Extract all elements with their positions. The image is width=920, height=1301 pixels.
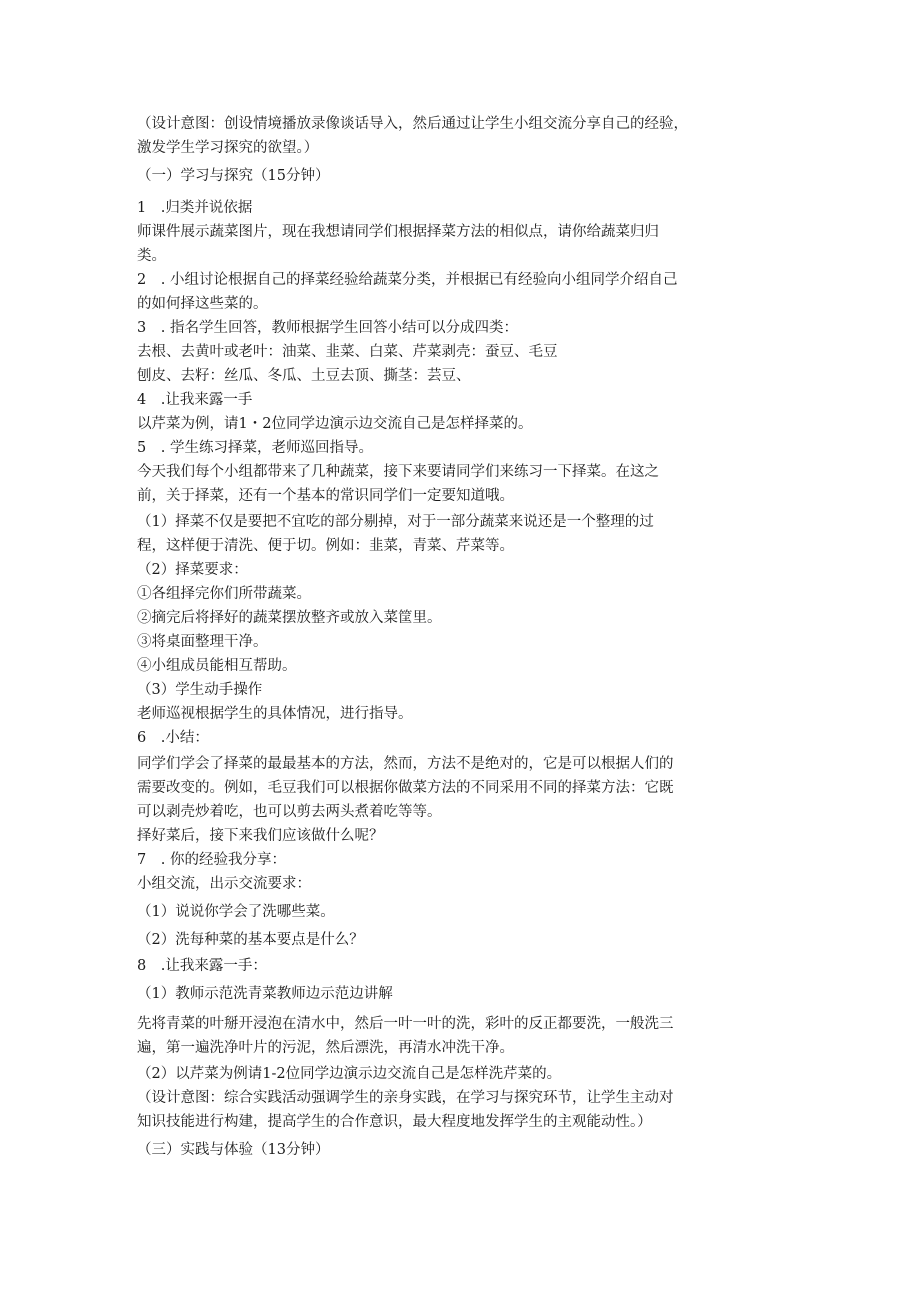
text-line: 前，关于择菜，还有一个基本的常识同学们一定要知道哦。 [137, 488, 514, 504]
list-item: 1 .归类并说依据 [137, 200, 253, 216]
text-line: 需要改变的。例如，毛豆我们可以根据你做菜方法的不同采用不同的择菜方法：它既 [137, 780, 674, 796]
text-line: （3）学生动手操作 [137, 682, 263, 698]
list-item: 7 . 你的经验我分享： [137, 852, 286, 868]
list-item: ④小组成员能相互帮助。 [137, 658, 297, 674]
text-line: （设计意图：创设情境播放录像谈话导入，然后通过让学生小组交流分享自己的经验， [137, 116, 688, 132]
text-line: 小组交流，出示交流要求： [137, 876, 311, 892]
text-line: 师课件展示蔬菜图片，现在我想请同学们根据择菜方法的相似点，请你给蔬菜归归 [137, 224, 659, 240]
text-line: 程，这样便于清洗、便于切。例如：韭菜，青菜、芹菜等。 [137, 538, 514, 554]
text-line: 同学们学会了择菜的最最基本的方法，然而，方法不是绝对的，它是可以根据人们的 [137, 756, 674, 772]
list-item: 5 . 学生练习择菜，老师巡回指导。 [137, 440, 373, 456]
text-line: 可以剥壳炒着吃，也可以剪去两头煮着吃等等。 [137, 804, 442, 820]
text-line: 知识技能进行构建，提高学生的合作意识，最大程度地发挥学生的主观能动性。） [137, 1114, 652, 1130]
text-line: 类。 [137, 248, 166, 264]
list-item: ③将桌面整理干净。 [137, 634, 268, 650]
text-line: （设计意图：综合实践活动强调学生的亲身实践，在学习与探究环节，让学生主动对 [137, 1090, 674, 1106]
text-line: 择好菜后，接下来我们应该做什么呢？ [137, 828, 384, 844]
text-line: （2）择菜要求： [137, 562, 248, 578]
text-line: 刨皮、去籽：丝瓜、冬瓜、土豆去顶、撕茎：芸豆、 [137, 368, 471, 384]
list-item: 6 .小结： [137, 730, 209, 746]
text-line: 以芹菜为例，请1・2位同学边演示边交流自己是怎样择菜的。 [137, 416, 533, 432]
text-line: （1）择菜不仅是要把不宜吃的部分剔掉，对于一部分蔬菜来说还是一个整理的过 [137, 514, 654, 530]
list-item: ①各组择完你们所带蔬菜。 [137, 586, 311, 602]
text-line: 先将青菜的叶掰开浸泡在清水中，然后一叶一叶的洗，彩叶的反正都要洗，一般洗三 [137, 1016, 674, 1032]
text-line: （2）洗每种菜的基本要点是什么？ [137, 932, 364, 948]
list-item: ②摘完后将择好的蔬菜摆放整齐或放入菜筐里。 [137, 610, 442, 626]
text-line: （1）教师示范洗青菜教师边示范边讲解 [137, 986, 393, 1002]
text-line: （2）以芹菜为例请1-2位同学边演示边交流自己是怎样洗芹菜的。 [137, 1066, 562, 1082]
list-item: 2 . 小组讨论根据自己的择菜经验给蔬菜分类，并根据已有经验向小组同学介绍自己 [137, 272, 678, 288]
text-line: 的如何择这些菜的。 [137, 296, 268, 312]
text-line: 老师巡视根据学生的具体情况，进行指导。 [137, 706, 413, 722]
section-heading: （一）学习与探究（15分钟） [137, 168, 330, 184]
list-item: 4 .让我来露一手 [137, 392, 253, 408]
list-item: 8 .让我来露一手： [137, 958, 267, 974]
text-line: 去根、去黄叶或老叶：油菜、韭菜、白菜、芹菜剥壳：蚕豆、毛豆 [137, 344, 558, 360]
text-line: 今天我们每个小组都带来了几种蔬菜，接下来要请同学们来练习一下择菜。在这之 [137, 464, 659, 480]
text-line: 遍，第一遍洗净叶片的污泥，然后漂洗，再清水冲洗干净。 [137, 1040, 514, 1056]
text-line: 激发学生学习探究的欲望。） [137, 140, 319, 156]
list-item: 3 . 指名学生回答，教师根据学生回答小结可以分成四类： [137, 320, 518, 336]
text-line: （1）说说你学会了洗哪些菜。 [137, 904, 335, 920]
section-heading: （三）实践与体验（13分钟） [137, 1142, 330, 1158]
